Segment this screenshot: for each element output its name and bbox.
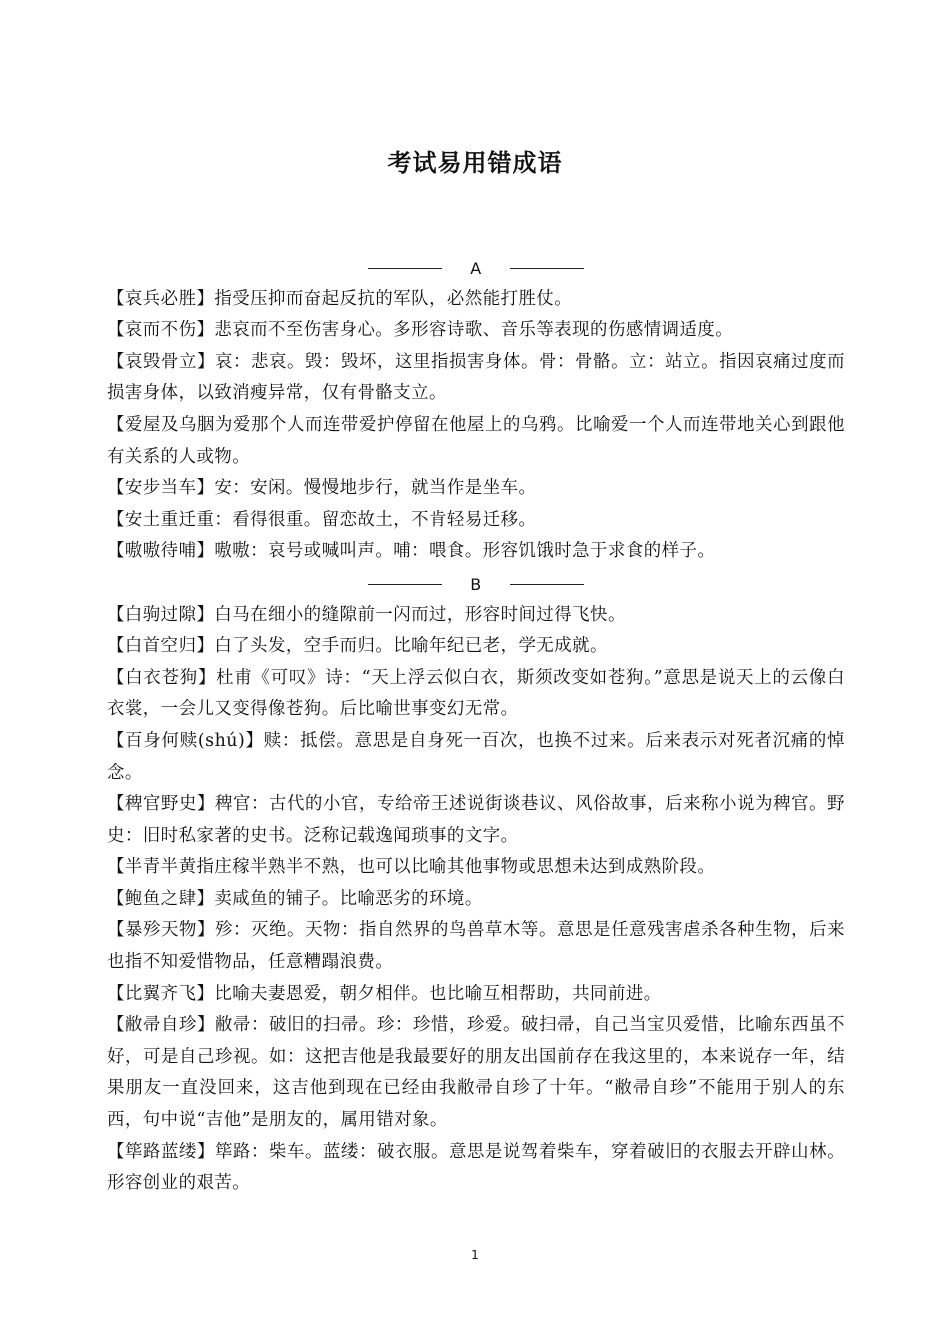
idiom-entry: 【鲍鱼之肆】卖咸鱼的铺子。比喻恶劣的环境。 [107,888,483,909]
idiom-entry: 【比翼齐飞】比喻夫妻恩爱，朝夕相伴。也比喻互相帮助，共同前进。 [107,983,662,1004]
divider-line-left [368,584,442,585]
idiom-entry: 【敝帚自珍】敝帚：破旧的扫帚。珍：珍惜，珍爱。破扫帚，自己当宝贝爱惜，比喻东西虽不好，可是自己珍视。如：这把吉他是我最要好的朋友出国前存在我这里的，本来说存一年，结果朋友一直没回来，这吉他到现在已经由我敝帚自珍了十年。“敝帚自珍”不能用于别人的东西，句中说“吉他”是朋友的，属用错对象。 [107,1015,845,1131]
idiom-entry: 【安土重迁重：看得很重。留恋故土，不肯轻易迁移。 [107,509,537,530]
section-letter-a: A [470,258,482,278]
section-letter-b: B [470,574,482,594]
idiom-entry: 【百身何赎(shú)】赎：抵偿。意思是自身死一百次，也换不过来。后来表示对死者沉痛的悼念。 [107,730,845,783]
divider-line-left [368,268,442,269]
idiom-entry: 【爱屋及乌胭为爱那个人而连带爱护停留在他屋上的乌鸦。比喻爱一个人而连带地关心到跟他有关系的人或物。 [107,414,845,467]
idiom-entry: 【哀而不伤】悲哀而不至伤害身心。多形容诗歌、音乐等表现的伤感情调适度。 [107,320,734,341]
idiom-entry: 【嗷嗷待哺】嗷嗷：哀号或喊叫声。哺：喂食。形容饥饿时急于求食的样子。 [107,541,716,562]
divider-line-right [510,584,584,585]
idiom-entry: 【稗官野史】稗官：古代的小官，专给帝王述说街谈巷议、风俗故事，后来称小说为稗官。野史：旧时私家著的史书。泛称记载逸闻琐事的文字。 [107,794,845,846]
section-divider-b [107,568,845,600]
idiom-entry: 【哀毁骨立】哀：悲哀。毁：毁坏，这里指损害身体。骨：骨骼。立：站立。指因哀痛过度而损害身体，以致消瘦异常，仅有骨骼支立。 [107,351,845,404]
idiom-entry: 【白首空归】白了头发，空手而归。比喻年纪已老，学无成就。 [107,636,608,657]
idiom-entry: 【暴殄天物】殄：灭绝。天物：指自然界的鸟兽草木等。意思是任意残害虐杀各种生物，后来也指不知爱惜物品，任意糟蹋浪费。 [107,920,845,973]
idiom-entry: 【白衣苍狗】杜甫《可叹》诗：“天上浮云似白衣，斯须改变如苍狗。”意思是说天上的云像白衣裳，一会儿又变得像苍狗。后比喻世事变幻无常。 [107,667,845,720]
idiom-entry: 【白驹过隙】白马在细小的缝隙前一闪而过，形容时间过得飞快。 [107,604,626,625]
page-title: 考试易用错成语 [387,149,563,177]
idiom-entry: 【安步当车】安：安闲。慢慢地步行，就当作是坐车。 [107,478,537,499]
idiom-entry: 【筚路蓝缕】筚路：柴车。蓝缕：破衣服。意思是说驾着柴车，穿着破旧的衣服去开辟山林。形容创业的艰苦。 [107,1141,845,1194]
page-number: 1 [471,1248,479,1262]
document-body [107,252,845,1200]
section-divider-a [107,252,845,284]
divider-line-right [510,268,584,269]
idiom-entry: 【半青半黄指庄稼半熟半不熟，也可以比喻其他事物或思想未达到成熟阶段。 [107,857,716,878]
idiom-entry: 【哀兵必胜】指受压抑而奋起反抗的军队，必然能打胜仗。 [107,288,573,309]
